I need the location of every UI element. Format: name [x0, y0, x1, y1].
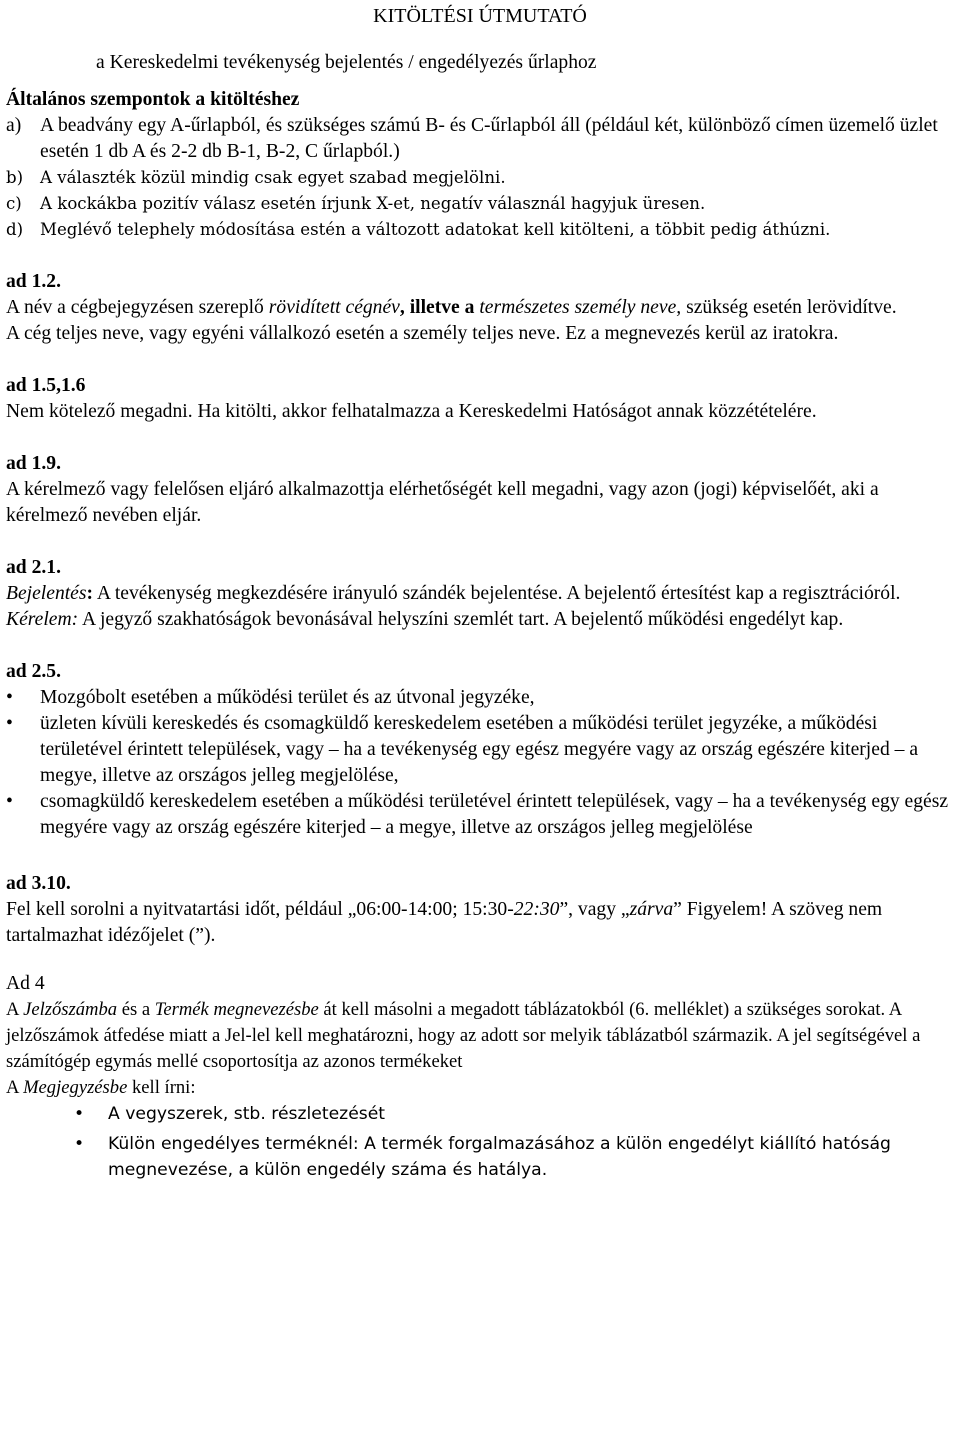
italic-term: rövidített cégnév [268, 297, 400, 318]
item-label: d) [6, 220, 24, 239]
bullet-icon: • [74, 1134, 85, 1154]
section-1-2-para-1 [6, 295, 954, 321]
italic-term: zárva [629, 899, 674, 920]
section-1-5-text: Nem kötelező megadni. Ha kitölti, akkor felhatalmazza a Kereskedelmi Hatóságot annak közzétételére. [6, 401, 817, 422]
general-item-d [6, 217, 954, 243]
text-run: A [6, 1077, 24, 1098]
list-item-text: A vegyszerek, stb. részletezését [108, 1104, 386, 1124]
document-page [6, 0, 954, 1183]
section-1-2-para-2: A cég teljes neve, vagy egyéni vállalkozó esetén a személy teljes neve. Ez a megnevezés kerül az iratokra. [6, 323, 839, 344]
list-item-text: Mozgóbolt esetében a működési terület és az útvonal jegyzéke, [40, 687, 535, 708]
item-text: A kockákba pozitív válasz esetén írjunk X-et, negatív válasznál hagyjuk üresen. [40, 194, 706, 213]
document-title: KITÖLTÉSI ÚTMUTATÓ [373, 5, 587, 27]
item-label: b) [6, 168, 24, 187]
bullet-icon: • [6, 791, 13, 812]
section-heading-1-9: ad 1.9. [6, 453, 61, 474]
section-4-para-2 [6, 1075, 954, 1101]
section-heading-4: Ad 4 [6, 973, 45, 994]
text-run: A jegyző szakhatóságok bevonásával helyszíni szemlét tart. A bejelentő működési engedélyt kap. [78, 609, 844, 630]
list-item [6, 685, 954, 711]
list-item-text: Külön engedélyes terméknél: A termék forgalmazásához a külön engedélyt kiállító hatóság megnevezése, a külön engedély száma és hatálya. [108, 1134, 891, 1180]
section-4-list [6, 1101, 954, 1183]
item-text: A választék közül mindig csak egyet szabad megjelölni. [40, 168, 506, 187]
list-item [6, 1101, 954, 1127]
text-run: át kell másolni a megadott táblázatokból (6. melléklet) a szükséges sorokat. A jelzőszámok átfedése miatt a Jel-lel kell meghatározni, hogy az adott sor melyik táblázatból származik. A jel segítségével a számítógép egymás mellé csoportosítja az azonos termékeket [6, 999, 921, 1072]
general-item-c [6, 191, 954, 217]
list-item [6, 1131, 954, 1183]
section-2-5-list [6, 685, 954, 841]
text-run: szükség esetén lerövidítve. [681, 297, 897, 318]
text-run: A név a cégbejegyzésen szereplő [6, 297, 269, 318]
bullet-icon: • [74, 1104, 85, 1124]
section-1-9-text: A kérelmező vagy felelősen eljáró alkalmazottja elérhetőségét kell megadni, vagy azon (jogi) képviselőét, aki a kérelmező nevében eljár. [6, 479, 879, 526]
item-label: a) [6, 115, 22, 136]
italic-term: Termék megnevezésbe [154, 999, 319, 1020]
general-item-b [6, 165, 954, 191]
section-2-1-para-2 [6, 607, 954, 633]
section-heading-2-1: ad 2.1. [6, 557, 61, 578]
text-run: A tevékenység megkezdésére irányuló szándék bejelentése. A bejelentő értesítést kap a regisztrációról. [93, 583, 901, 604]
item-text: Meglévő telephely módosítása estén a változott adatokat kell kitölteni, a többit pedig áthúzni. [40, 220, 831, 239]
text-run: és a [117, 999, 155, 1020]
section-3-10-text [6, 897, 954, 949]
item-label: c) [6, 194, 22, 213]
section-2-1-para-1 [6, 581, 954, 607]
section-heading-1-2: ad 1.2. [6, 271, 61, 292]
bullet-icon: • [6, 713, 13, 734]
section-heading-3-10: ad 3.10. [6, 873, 71, 894]
item-text: A beadvány egy A-űrlapból, és szükséges számú B- és C-űrlapból áll (például két, különböző címen üzemelő üzlet esetén 1 db A és 2-2 db B-1, B-2, C űrlapból.) [40, 115, 938, 162]
text-run: : [86, 583, 94, 604]
section-heading-1-5: ad 1.5,1.6 [6, 375, 86, 396]
italic-term: Kérelem: [6, 609, 79, 630]
italic-term: természetes személy neve, [479, 297, 682, 318]
section-heading-2-5: ad 2.5. [6, 661, 61, 682]
text-run: ”, vagy „ [559, 899, 630, 920]
list-item [6, 711, 954, 789]
text-run: kell írni: [127, 1077, 196, 1098]
general-item-a [6, 113, 954, 165]
list-item-text: üzleten kívüli kereskedés és csomagküldő kereskedelem esetében a működési terület jegyzéke, a működési területével érintett települések, vagy – ha a tevékenység egy egész megyére vagy az ország egészére kiterjed – a megye, illetve az országos jelleg megjelölése, [40, 713, 919, 786]
italic-term: 22:30 [513, 899, 560, 920]
bullet-icon: • [6, 687, 13, 708]
italic-term: Bejelentés [6, 583, 87, 604]
document-subtitle: a Kereskedelmi tevékenység bejelentés / engedélyezés űrlaphoz [96, 52, 597, 73]
list-item-text: csomagküldő kereskedelem esetében a működési területével érintett települések, vagy – ha a tevékenység egy egész megyére vagy az ország egészére kiterjed – a megye, illetve az országos jelleg megjelölése [40, 791, 949, 838]
text-run: ” Figyelem! A szöveg nem tartalmazhat idézőjelet (”). [6, 899, 883, 946]
list-item [6, 789, 954, 841]
text-run: Fel kell sorolni a nyitvatartási időt, például „06:00-14:00; 15:30- [6, 899, 514, 920]
text-run: , illetve a [399, 297, 480, 318]
text-run: A [6, 999, 24, 1020]
italic-term: Jelzőszámba [23, 999, 118, 1020]
italic-term: Megjegyzésbe [23, 1077, 128, 1098]
general-heading: Általános szempontok a kitöltéshez [6, 89, 300, 110]
section-4-para-1 [6, 997, 954, 1075]
